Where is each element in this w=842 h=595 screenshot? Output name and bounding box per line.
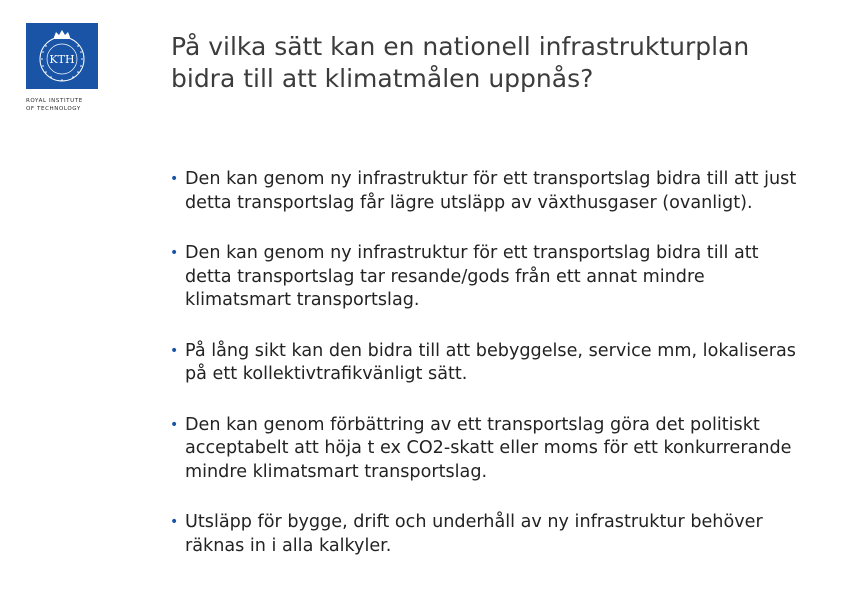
bullet-item xyxy=(168,242,808,313)
org-name xyxy=(26,98,98,113)
bullet-glyph: • xyxy=(170,245,179,261)
bullet-list xyxy=(168,168,808,585)
bullet-text: Utsläpp för bygge, drift och underhåll av ny infrastruktur behöver räknas in i alla kalkyler. xyxy=(185,512,763,556)
bullet-glyph: • xyxy=(170,416,179,433)
bullet-glyph: • xyxy=(170,342,179,359)
org-name-line2: OF TECHNOLOGY xyxy=(26,105,81,112)
bullet-item xyxy=(168,414,808,485)
bullet-text: Den kan genom ny infrastruktur för ett transportslag bidra till att detta transportslag tar resande/gods från ett annat mindre klimatsmart transportslag. xyxy=(185,243,759,310)
bullet-item xyxy=(168,340,808,387)
kth-crest-graphic xyxy=(26,23,98,89)
bullet-text: Den kan genom förbättring av ett transportslag göra det politiskt acceptabelt att höja t ex CO2-skatt eller moms för ett konkurrerande mindre klimatsmart transportslag. xyxy=(185,414,792,482)
bullet-text: På lång sikt kan den bidra till att bebyggelse, service mm, lokaliseras på ett kollektivtrafikvänligt sätt. xyxy=(185,340,796,384)
bullet-glyph: • xyxy=(170,171,179,187)
bullet-item xyxy=(168,168,808,215)
kth-crest-icon xyxy=(26,23,98,89)
slide-title: På vilka sätt kan en nationell infrastrukturplan bidra till att klimatmålen uppnås? xyxy=(171,32,750,93)
org-name-line1: ROYAL INSTITUTE xyxy=(26,98,83,104)
kth-logo xyxy=(26,23,98,113)
bullet-text: Den kan genom ny infrastruktur för ett transportslag bidra till att just detta transportslag får lägre utsläpp av växthusgaser (ovanligt). xyxy=(185,169,797,213)
kth-emblem-text: KTH xyxy=(49,53,75,66)
bullet-item xyxy=(168,511,808,558)
bullet-glyph: • xyxy=(170,514,179,530)
